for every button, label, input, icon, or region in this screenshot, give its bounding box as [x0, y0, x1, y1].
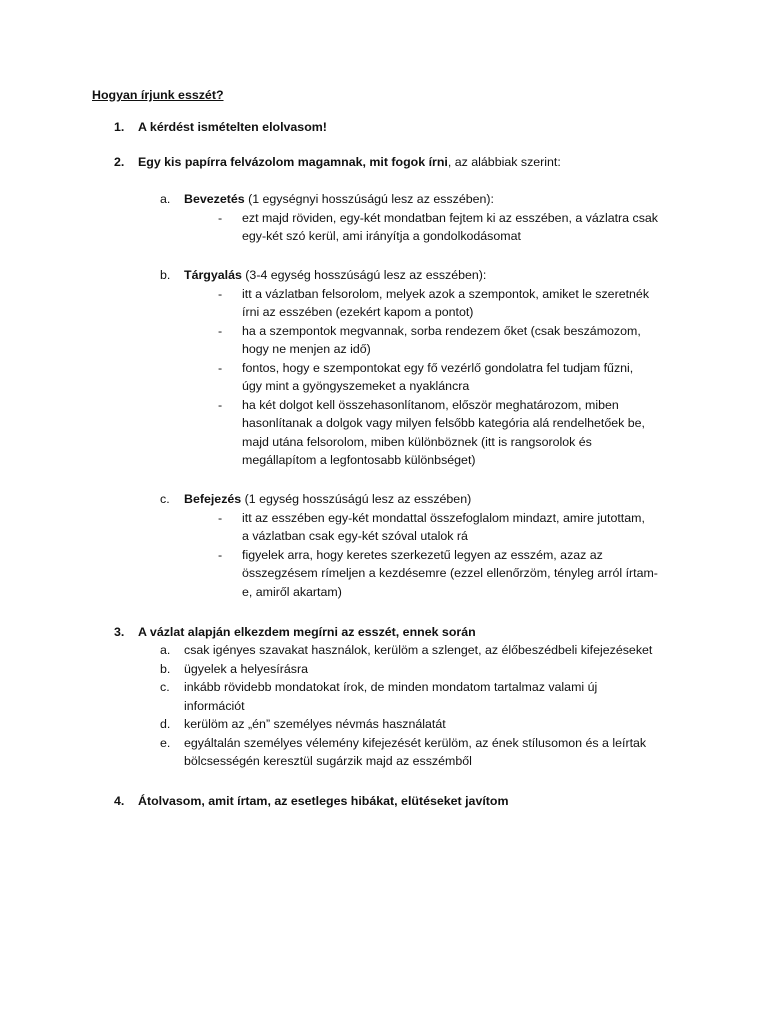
- bullet-line: itt a vázlatban felsorolom, melyek azok a szempontok, amiket le szeretnék: [242, 286, 650, 301]
- bullet-dash: -: [218, 210, 223, 225]
- sub-heading-rest: (3-4 egység hosszúságú lesz az esszében):: [241, 268, 487, 282]
- item-number: 1.: [114, 120, 125, 134]
- bullet-dash: -: [218, 547, 223, 562]
- sub-line: csak igényes szavakat használok, kerülöm a szlenget, az élőbeszédbeli kifejezéseket: [184, 643, 653, 657]
- bullet-line: majd utána felsorolom, miben különböznek (itt is rangsorolok és: [242, 434, 592, 449]
- bullet-line: hasonlítanak a dolgok vagy milyen felsőbb kategória alá rendelhetőek be,: [242, 416, 645, 430]
- bullet-dash: -: [218, 360, 223, 375]
- sub-line: kerülöm az „én” személyes névmás használatát: [184, 717, 446, 731]
- sub-letter: b.: [160, 268, 171, 282]
- sub-heading-rest: (1 egységnyi hosszúságú lesz az esszében):: [244, 192, 494, 206]
- bullet-line: e, amiről akartam): [242, 584, 342, 599]
- bullet-dash: -: [218, 397, 223, 412]
- item-text: A vázlat alapján elkezdem megírni az esszét, ennek során: [138, 625, 476, 639]
- sub-letter: a.: [160, 643, 171, 657]
- item-text: A kérdést ismételten elolvasom!: [138, 120, 327, 134]
- sub-heading-bold: Befejezés: [184, 492, 242, 506]
- item-text: Átolvasom, amit írtam, az esetleges hibákat, elütéseket javítom: [138, 794, 509, 808]
- sub-letter: c.: [160, 680, 170, 694]
- item-number: 2.: [114, 155, 125, 169]
- sub-heading-bold: Bevezetés: [184, 192, 245, 206]
- item-text: [138, 153, 561, 171]
- item-number: 4.: [114, 794, 125, 808]
- sub-heading-rest: (1 egység hosszúságú lesz az esszében): [241, 492, 472, 506]
- bullet-line: figyelek arra, hogy keretes szerkezetű legyen az esszém, azaz az: [242, 547, 603, 562]
- bullet-line: a vázlatban csak egy-két szóval utalok rá: [242, 529, 468, 543]
- sub-letter: d.: [160, 717, 171, 731]
- sub-line: egyáltalán személyes vélemény kifejezését kerülöm, az ének stílusomon és a leírtak: [184, 735, 647, 750]
- bullet-line: ezt majd röviden, egy-két mondatban fejtem ki az esszében, a vázlatra csak: [242, 210, 658, 225]
- sub-line: ügyelek a helyesírásra: [184, 661, 308, 676]
- sub-heading-bold: Tárgyalás: [184, 268, 242, 282]
- bullet-line: hogy ne menjen az idő): [242, 342, 371, 356]
- item-text-rest: , az alábbiak szerint:: [447, 155, 561, 169]
- item-number: 3.: [114, 625, 125, 639]
- sub-letter: c.: [160, 492, 170, 506]
- bullet-line: ha két dolgot kell összehasonlítanom, először meghatározom, miben: [242, 397, 619, 412]
- bullet-line: megállapítom a legfontosabb különbséget): [242, 453, 476, 467]
- sub-heading: [184, 190, 494, 208]
- item-text-bold: Egy kis papírra felvázolom magamnak, mit fogok írni: [138, 155, 448, 169]
- sub-line: inkább rövidebb mondatokat írok, de minden mondatom tartalmaz valami új: [184, 680, 598, 694]
- bullet-dash: -: [218, 510, 223, 525]
- bullet-line: összegzésem rímeljen a kezdésemre (ezzel ellenőrzöm, tényleg arról írtam-: [242, 566, 658, 580]
- bullet-dash: -: [218, 286, 223, 301]
- bullet-line: írni az esszében (ezekért kapom a pontot): [242, 305, 474, 319]
- bullet-dash: -: [218, 323, 223, 338]
- bullet-line: egy-két szó kerül, ami irányítja a gondolkodásomat: [242, 229, 521, 243]
- bullet-line: fontos, hogy e szempontokat egy fő vezérlő gondolatra fel tudjam fűzni,: [242, 360, 634, 375]
- sub-heading: [184, 490, 471, 508]
- bullet-line: úgy mint a gyöngyszemeket a nyakláncra: [242, 379, 470, 393]
- document-title: Hogyan írjunk esszét?: [92, 88, 224, 102]
- sub-letter: e.: [160, 735, 171, 750]
- sub-line: bölcsességén keresztül sugárzik majd az esszémből: [184, 754, 472, 768]
- sub-letter: b.: [160, 661, 171, 676]
- sub-letter: a.: [160, 192, 171, 206]
- sub-line: információt: [184, 698, 245, 713]
- bullet-line: itt az esszében egy-két mondattal összefoglalom mindazt, amire jutottam,: [242, 510, 645, 525]
- bullet-line: ha a szempontok megvannak, sorba rendezem őket (csak beszámozom,: [242, 323, 641, 338]
- sub-heading: [184, 266, 486, 284]
